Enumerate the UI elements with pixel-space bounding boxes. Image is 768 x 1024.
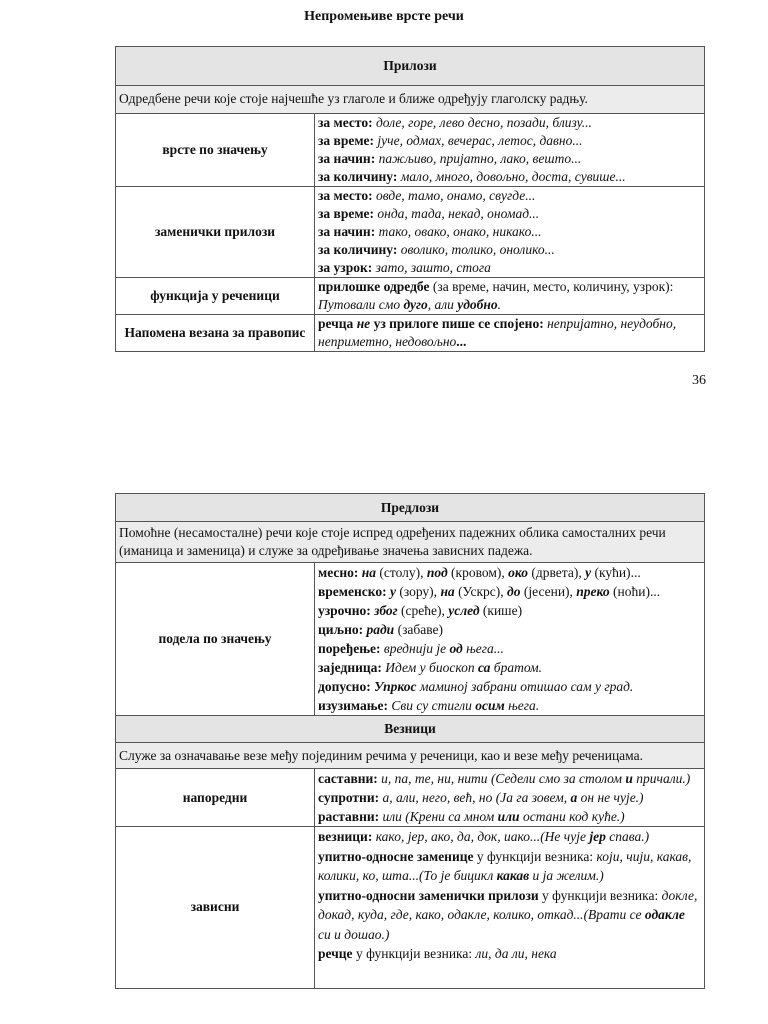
subordinating-label: зависни (116, 827, 315, 989)
adverbs-by-meaning-label: врсте по значењу (116, 114, 315, 187)
list-item: саставни: и, па, те, ни, нити (Седели смо за столом и причали.) (318, 771, 691, 786)
list-item: за место: овде, тамо, онамо, свугде... (318, 188, 536, 203)
list-item: узрочно: због (среће), услед (кише) (318, 603, 523, 618)
list-item: за количину: мало, много, довољно, доста, сувише... (318, 169, 626, 184)
conjunctions-heading: Везници (116, 716, 705, 743)
list-item: временско: у (зору), на (Ускрс), до (јесени), преко (ноћи)... (318, 584, 661, 599)
conjunctions-definition: Служе за означавање везе међу појединим речима у реченици, као и везе међу реченицама. (116, 743, 705, 769)
page-number: 36 (692, 373, 706, 388)
adverbs-table (115, 46, 705, 352)
list-item: за узрок: зато, зашто, стога (318, 260, 491, 275)
page-title: Непромењиве врсте речи (304, 9, 464, 24)
list-item: за количину: оволико, толико, онолико... (318, 242, 555, 257)
adverbs-definition: Одредбене речи које стоје најчешће уз глаголе и ближе одређују глаголску радњу. (116, 86, 705, 114)
list-item: за време: онда, тада, некад, ономад... (318, 206, 540, 221)
pronominal-adverbs-label: заменички прилози (116, 187, 315, 278)
list-item: месно: на (столу), под (кровом), око (дрвета), у (кући)... (318, 565, 641, 580)
list-item: за време: јуче, одмах, вечерас, летос, давно... (318, 133, 583, 148)
list-item: раставни: или (Крени са мном или остани код куће.) (318, 809, 625, 824)
list-item: изузимање: Сви су стигли осим њега. (318, 698, 540, 713)
spelling-note-label: Напомена везана за правопис (116, 315, 315, 352)
list-item: речце у функцији везника: ли, да ли, нека (318, 946, 557, 961)
list-item: за начин: тако, овако, онако, никако... (318, 224, 542, 239)
list-item: упитно-односни заменички прилози у функцији везника: докле, докад, куда, где, како, одакле, колико, откад...(Врати се одакле си и дошао.) (318, 887, 698, 942)
coordinating-label: напоредни (116, 769, 315, 827)
spelling-note-text: речца не уз прилоге пише се спојено: непријатно, неудобно, неприметно, недовољно... (315, 315, 705, 352)
prepositions-heading: Предлози (116, 494, 705, 522)
prepositions-definition: Помоћне (несамосталне) речи које стоје испред одређених падежних облика самосталних речи (иманица и заменица) и служе за одређивање значења зависних падежа. (116, 522, 705, 563)
list-item: заједница: Идем у биоскоп са братом. (318, 660, 543, 675)
coordinating-list (315, 769, 705, 827)
list-item: за начин: пажљиво, пријатно, лако, вешто... (318, 151, 582, 166)
list-item: везници: како, јер, ако, да, док, иако...(Не чује јер спава.) (318, 829, 650, 844)
list-item: за место: доле, горе, лево десно, позади, близу... (318, 115, 592, 130)
adverbs-heading: Прилози (116, 47, 705, 86)
adverbs-by-meaning-list (315, 114, 705, 187)
prepositions-conjunctions-table (115, 493, 705, 989)
function-label: функција у реченици (116, 278, 315, 315)
list-item: циљно: ради (забаве) (318, 622, 444, 637)
prepositions-by-meaning-label: подела по значењу (116, 563, 315, 716)
cut-off-spacer (318, 964, 701, 988)
list-item: допусно: Упркос маминој забрани отишао сам у град. (318, 679, 634, 694)
list-item: супротни: а, али, него, већ, но (Ја га зовем, а он не чује.) (318, 790, 644, 805)
pronominal-adverbs-list (315, 187, 705, 278)
subordinating-list (315, 827, 705, 989)
function-text: прилошке одредбе (за време, начин, место, количину, узрок): Путовали смо дуго, али удобно. (315, 278, 705, 315)
list-item: поређење: вреднији је од њега... (318, 641, 504, 656)
prepositions-by-meaning-list (315, 563, 705, 716)
list-item: упитно-односне заменице у функцији везника: који, чији, какав, колики, ко, шта...(То је бицикл какав и ја желим.) (318, 848, 692, 883)
